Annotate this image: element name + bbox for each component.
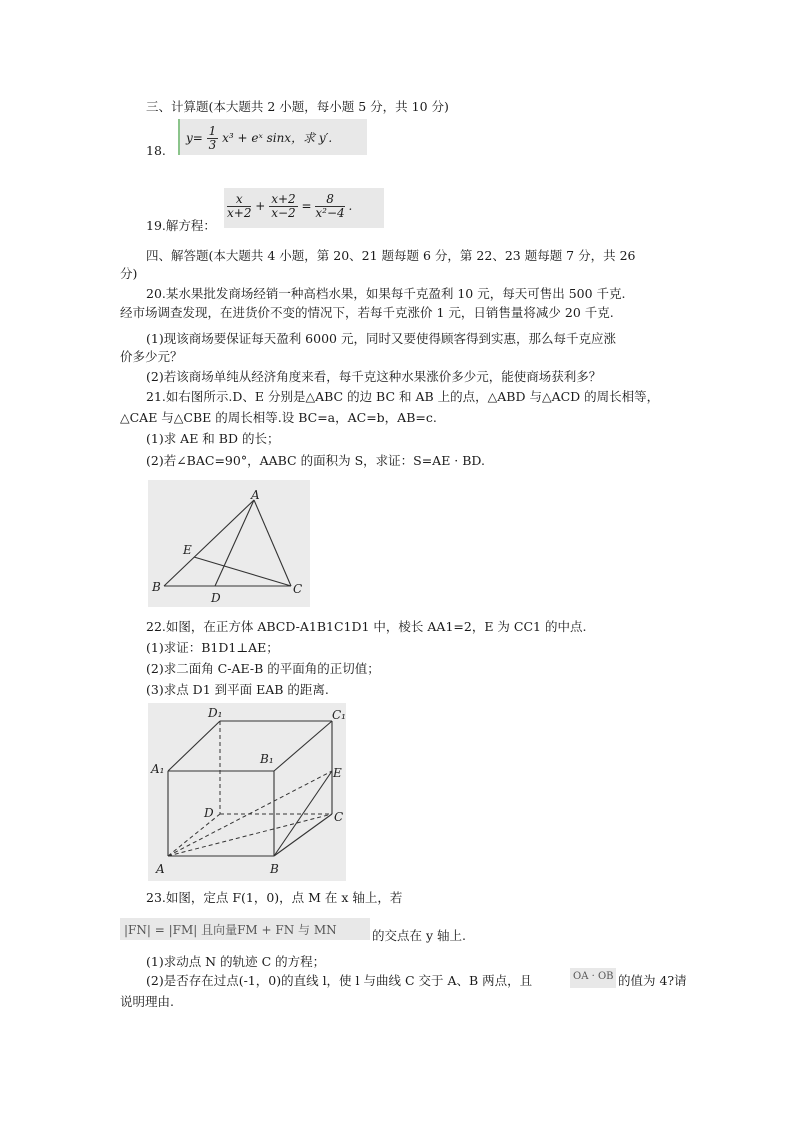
q18-frac-den: 3 bbox=[208, 138, 217, 152]
q19-formula bbox=[224, 188, 384, 228]
q20-part2: (2)若该商场单纯从经济角度来看，每千克这种水果涨价多少元，能使商场获利多？ bbox=[146, 369, 602, 384]
q23-part1: (1)求动点 N 的轨迹 C 的方程； bbox=[146, 954, 326, 969]
q23-formula-text: |FN| = |FM| 且向量FM + FN 与 MN bbox=[124, 923, 337, 937]
q19-f2-num: x+2 bbox=[271, 192, 296, 206]
section4-header-line1: 四、解答题(本大题共 4 小题，第 20、21 题每题 6 分，第 22、23 题每题 7 分，共 26 bbox=[146, 248, 636, 263]
q23-line2-tail: 的交点在 y 轴上. bbox=[372, 928, 466, 943]
q21-line1: 21.如右图所示.D、E 分别是△ABC 的边 BC 和 AB 上的点，△ABD 与△ACD 的周长相等， bbox=[146, 389, 660, 404]
q19-f2-den: x−2 bbox=[271, 206, 296, 220]
q18-frac-num: 1 bbox=[208, 124, 217, 138]
q21-part2: (2)若∠BAC=90°，AABC 的面积为 S，求证：S=AE · BD. bbox=[146, 453, 485, 468]
q23-part2-head: (2)是否存在过点(-1，0)的直线 l，使 l 与曲线 C 交于 A、B 两点，且 bbox=[146, 973, 533, 988]
q18-lhs: y= bbox=[186, 131, 203, 145]
q21-part1: (1)求 AE 和 BD 的长； bbox=[146, 431, 280, 446]
q19-plus: + bbox=[255, 199, 266, 213]
label-C: C bbox=[334, 810, 344, 824]
label-B1: B₁ bbox=[260, 752, 274, 766]
q19-f1-num: x bbox=[227, 193, 251, 207]
q23-line1: 23.如图，定点 F(1，0)，点 M 在 x 轴上，若 bbox=[146, 890, 403, 905]
q19-f3-num: 8 bbox=[315, 193, 344, 207]
q20-part1-line2: 价多少元？ bbox=[120, 349, 183, 364]
section4-header-line2: 分) bbox=[120, 266, 138, 281]
q22-part2: (2)求二面角 C-AE-B 的平面角的正切值； bbox=[146, 661, 380, 676]
label-B: B bbox=[270, 862, 279, 876]
label-C: C bbox=[293, 582, 303, 596]
q19-label: 19.解方程： bbox=[146, 218, 216, 233]
q23-part2-tail: 的值为 4?请 bbox=[618, 973, 687, 988]
q18-formula bbox=[178, 119, 367, 155]
label-A: A bbox=[156, 862, 165, 876]
section3-header: 三、计算题(本大题共 2 小题，每小题 5 分，共 10 分) bbox=[146, 99, 449, 114]
q19-f1-den: x+2 bbox=[227, 206, 252, 220]
q19-end: . bbox=[348, 199, 353, 213]
q18-rest: x³ + eˣ sinx，求 y′. bbox=[222, 131, 333, 145]
q20-line2: 经市场调查发现，在进货价不变的情况下，若每千克涨价 1 元，日销售量将减少 20 千克. bbox=[120, 305, 614, 320]
label-D1: D₁ bbox=[208, 706, 223, 720]
q19-eq: = bbox=[301, 199, 312, 213]
q22-part1: (1)求证：B1D1⊥AE； bbox=[146, 640, 279, 655]
label-C1: C₁ bbox=[332, 708, 346, 722]
q18-number: 18. bbox=[146, 143, 166, 158]
q22-part3: (3)求点 D1 到平面 EAB 的距离. bbox=[146, 682, 329, 697]
q23-formula2-text: OA · OB bbox=[573, 971, 614, 982]
label-B: B bbox=[152, 580, 161, 594]
q22-line1: 22.如图，在正方体 ABCD-A1B1C1D1 中，棱长 AA1=2，E 为 CC1 的中点. bbox=[146, 619, 587, 634]
q21-line2: △CAE 与△CBE 的周长相等.设 BC=a，AC=b，AB=c. bbox=[120, 410, 437, 425]
triangle-figure bbox=[148, 480, 310, 607]
label-D: D bbox=[204, 806, 214, 820]
label-A1: A₁ bbox=[151, 762, 165, 776]
q23-formula-dot bbox=[570, 968, 616, 988]
label-D: D bbox=[211, 591, 221, 605]
q19-f3-den: x²−4 bbox=[315, 206, 345, 220]
q23-part2-line2: 说明理由. bbox=[120, 994, 174, 1009]
q20-part1-line1: (1)现该商场要保证每天盈利 6000 元，同时又要使得顾客得到实惠，那么每千克应涨 bbox=[146, 331, 616, 346]
label-E: E bbox=[183, 543, 192, 557]
label-A: A bbox=[251, 488, 260, 502]
q20-line1: 20.某水果批发商场经销一种高档水果，如果每千克盈利 10 元，每天可售出 500 千克. bbox=[146, 286, 626, 301]
cube-figure bbox=[148, 703, 346, 881]
label-E: E bbox=[333, 766, 342, 780]
q23-formula-vectors bbox=[120, 918, 370, 940]
